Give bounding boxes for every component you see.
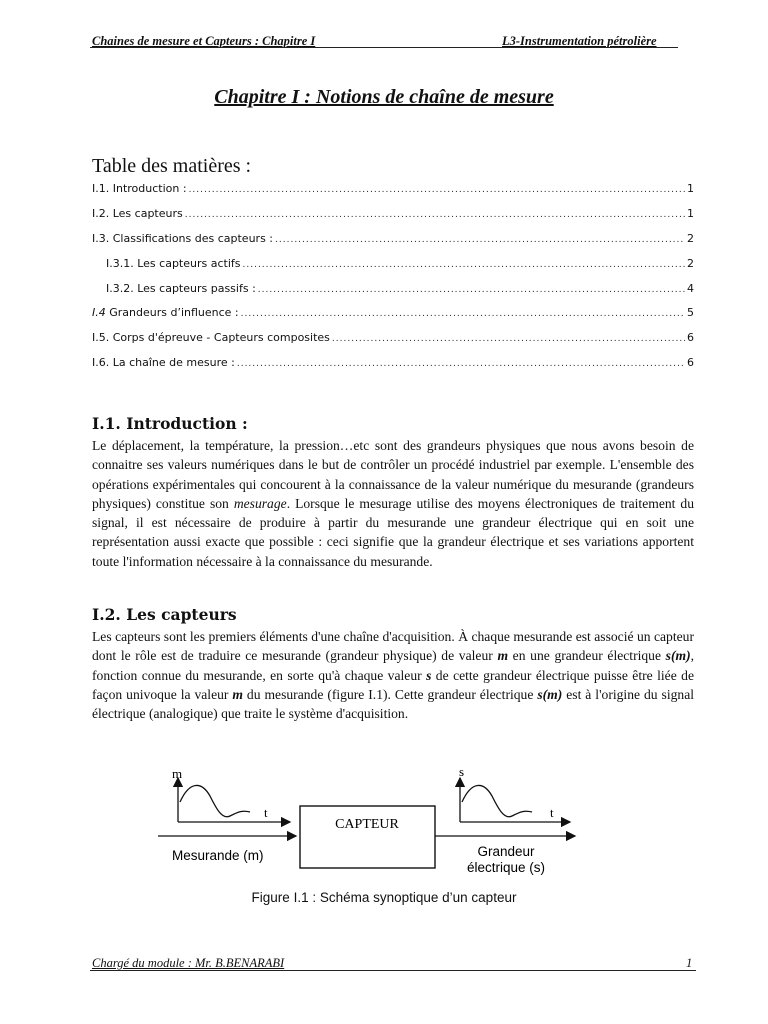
symbol-s-of-m: s(m) [537, 686, 563, 702]
toc-leader-dots [189, 185, 685, 195]
input-axis-x-label: t [264, 805, 268, 820]
toc-entry-label: I.3. Classifications des capteurs : [92, 232, 274, 245]
toc-heading: Table des matières : [92, 155, 252, 177]
toc-entry-page: 5 [687, 306, 694, 319]
toc-entry-page: 4 [687, 282, 694, 295]
toc-entry-page: 6 [687, 356, 694, 369]
chapter-title: Chapitre I : Notions de chaîne de mesure [214, 86, 554, 108]
toc-entry-page: 6 [687, 331, 694, 344]
symbol-m: m [232, 686, 243, 702]
capteurs-paragraph [92, 627, 694, 723]
toc-entry-label-prefix: I.4 [92, 306, 106, 319]
toc-leader-dots [243, 260, 686, 270]
toc-entry-page: 2 [687, 257, 694, 270]
footer-page-number: 1 [686, 956, 693, 970]
capteurs-text: est à l'origine du signal électrique (analogique) que traite le système d'acquisition. [92, 686, 695, 722]
grandeur-label-line2: électrique (s) [466, 860, 546, 875]
toc-entry-classifications[interactable] [92, 232, 694, 248]
input-signal-graph [172, 766, 290, 822]
toc-entry-capteurs-passifs[interactable] [106, 282, 694, 298]
toc-entry-introduction[interactable] [92, 182, 694, 198]
input-signal-curve [180, 785, 250, 816]
capteurs-text: . Cette grandeur électrique [387, 686, 538, 702]
input-axis-y-label: m [172, 766, 183, 781]
toc-entry-label: I.3.2. Les capteurs passifs : [106, 282, 256, 295]
figure-reference[interactable]: (figure I.1) [323, 686, 388, 702]
toc-entry-label-text: Grandeurs d’influence : [105, 306, 239, 319]
toc-leader-dots [185, 210, 685, 220]
toc-entry-label: I.6. La chaîne de mesure : [92, 356, 235, 369]
toc-entry-page: 2 [687, 232, 694, 245]
symbol-s: s [426, 667, 432, 683]
toc-leader-dots [258, 285, 685, 295]
running-header-right: L3-Instrumentation pétrolière [502, 34, 657, 48]
footer-author: Chargé du module : Mr. B.BENARABI [92, 956, 285, 970]
intro-text-2: . Lorsque le mesurage utilise des moyens électroniques de traitement du signal, il est nécessaire de produire à partir du mesurande une grandeur électrique qui en soit une représentation aussi exacte que possible : ceci signifie que la grandeur électrique et ses variations apportent toute l'information nécessaire à la connaissance du mesurande. [92, 495, 694, 569]
mesurande-label: Mesurande (m) [172, 848, 264, 863]
toc-leader-dots [332, 334, 685, 344]
output-signal-curve [462, 785, 532, 816]
output-signal-graph [459, 764, 570, 822]
output-axis-x-label: t [550, 805, 554, 820]
capteurs-text: de cette grandeur électrique puisse être liée de façon univoque la valeur [92, 667, 694, 702]
section-heading-introduction: I.1. Introduction : [92, 414, 248, 433]
output-axis-y-label: s [459, 764, 465, 779]
capteurs-text: du [242, 686, 265, 702]
toc-leader-dots [241, 309, 685, 319]
running-header-left: Chaines de mesure et Capteurs : Chapitre I [92, 34, 316, 48]
toc-entry-label: I.5. Corps d'épreuve - Capteurs composites [92, 331, 330, 344]
toc-entry-label: I.1. Introduction : [92, 182, 187, 195]
capteurs-text: Les capteurs sont les premiers éléments d'une chaîne d'acquisition. À chaque mesurande est associé un capteur dont le rôle est de traduire ce mesurande (grandeur physique) de valeur [92, 629, 694, 664]
capteur-box [300, 806, 435, 868]
toc-entry-label: I.2. Les capteurs [92, 207, 183, 220]
toc-entry-capteurs[interactable] [92, 207, 694, 223]
toc-entry-page: 1 [687, 182, 694, 195]
symbol-m: m [497, 648, 509, 664]
toc-entry-page: 1 [687, 207, 694, 220]
figure-caption: Figure I.1 : Schéma synoptique d’un capteur [251, 890, 517, 905]
capteurs-text: en une grandeur électrique [508, 648, 666, 664]
toc-entry-capteurs-actifs[interactable] [106, 257, 694, 273]
toc-entry-corps-epreuve[interactable] [92, 331, 694, 347]
header-rule [90, 47, 678, 48]
section-heading-capteurs: I.2. Les capteurs [92, 605, 237, 624]
introduction-paragraph [92, 436, 694, 571]
toc-entry-label: I.3.1. Les capteurs actifs [106, 257, 241, 270]
intro-italic-mesurage: mesurage [233, 495, 287, 511]
toc-entry-grandeurs-influence[interactable] [92, 306, 694, 322]
toc-entry-label [92, 306, 239, 319]
capteur-block-diagram [150, 760, 590, 885]
capteurs-text: , fonction connue du mesurande, en sorte qu'à chaque valeur [92, 648, 694, 683]
intro-text-1: Le déplacement, la température, la pression…etc sont des grandeurs physiques que nous avons besoin de connaitre ses valeurs numériques dans le but de contrôler un procédé industriel par exemple. L'ensemble des opérations expérimentales qui concourent à la connaissance de la valeur numérique du mesurande (grandeurs physiques) constitue son [92, 438, 694, 511]
capteur-box-label: CAPTEUR [335, 817, 399, 832]
mesurande-link[interactable]: mesurande [264, 686, 324, 702]
toc-leader-dots [237, 359, 685, 369]
grandeur-label-line1: Grandeur [477, 844, 535, 859]
toc-leader-dots [275, 235, 685, 245]
symbol-s-of-m: s(m) [665, 648, 691, 664]
toc-entry-chaine-mesure[interactable] [92, 356, 694, 372]
